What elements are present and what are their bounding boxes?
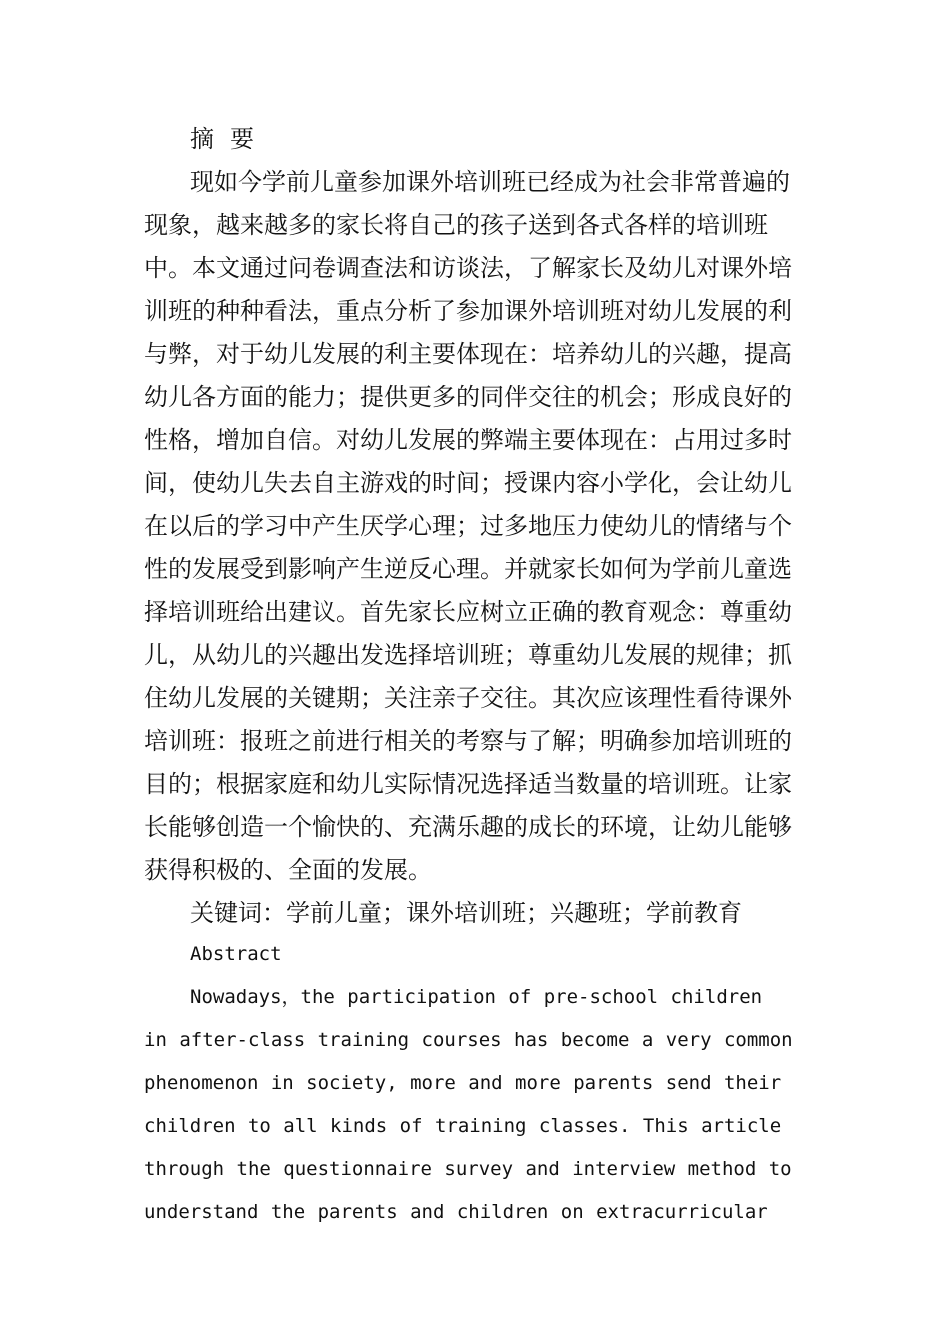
keywords-cn: 关键词：学前儿童；课外培训班；兴趣班；学前教育	[190, 899, 742, 927]
abstract-heading-cn-part1: 摘	[190, 125, 216, 153]
abstract-body-cn: 现如今学前儿童参加课外培训班已经成为社会非常普遍的现象，越来越多的家长将自己的孩子送到各式各样的培训班中。本文通过问卷调查法和访谈法，了解家长及幼儿对课外培训班的种种看法，重点分析了参加课外培训班对幼儿发展的利与弊，对于幼儿发展的利主要体现在：培养幼儿的兴趣，提高幼儿各方面的能力；提供更多的同伴交往的机会；形成良好的性格，增加自信。对幼儿发展的弊端主要体现在：占用过多时间，使幼儿失去自主游戏的时间；授课内容小学化，会让幼儿在以后的学习中产生厌学心理；过多地压力使幼儿的情绪与个性的发展受到影响产生逆反心理。并就家长如何为学前儿童选择培训班给出建议。首先家长应树立正确的教育观念：尊重幼儿，从幼儿的兴趣出发选择培训班；尊重幼儿发展的规律；抓住幼儿发展的关键期；关注亲子交往。其次应该理性看待课外培训班：报班之前进行相关的考察与了解；明确参加培训班的目的；根据家庭和幼儿实际情况选择适当数量的培训班。让家长能够创造一个愉快的、充满乐趣的成长的环境，让幼儿能够获得积极的、全面的发展。	[144, 168, 792, 884]
abstract-heading-en: Abstract	[190, 943, 282, 965]
document-page	[144, 118, 794, 1234]
abstract-heading-cn	[144, 118, 794, 161]
abstract-heading-cn-part2: 要	[230, 125, 256, 153]
abstract-body-en: Nowadays，the participation of pre-school children in after-class training courses has become a very common phenomenon in society, more and more parents send their children to all kinds of training classes. This article through the questionnaire survey and interview method to understand the parents and children on extracurricular	[144, 986, 793, 1223]
